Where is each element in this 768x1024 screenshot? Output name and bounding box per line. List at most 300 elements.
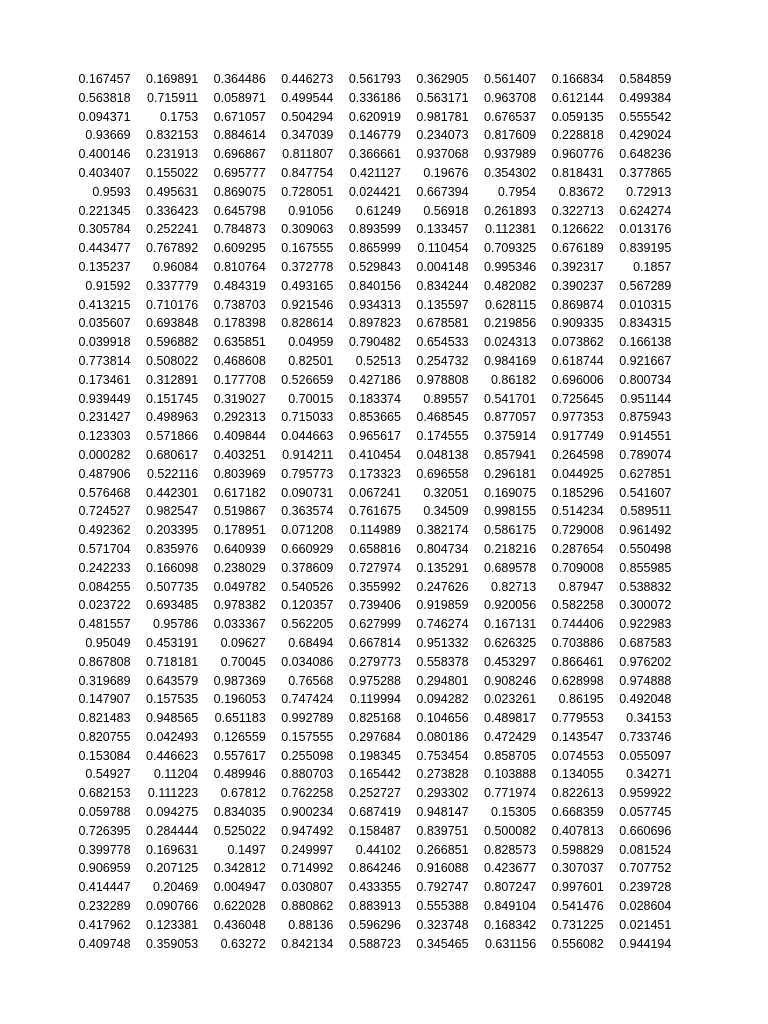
table-cell: 0.234073 — [416, 128, 469, 143]
table-cell: 0.839751 — [416, 823, 469, 838]
table-row — [66, 408, 674, 427]
table-cell: 0.884614 — [213, 128, 266, 143]
table-cell: 0.157555 — [281, 729, 334, 744]
table-cell: 0.596882 — [146, 335, 199, 350]
table-cell: 0.526659 — [281, 372, 334, 387]
table-cell: 0.960776 — [551, 147, 604, 162]
table-cell: 0.157535 — [146, 692, 199, 707]
table-cell: 0.620919 — [348, 109, 401, 124]
table-cell: 0.635851 — [213, 335, 266, 350]
table-cell: 0.877057 — [484, 410, 537, 425]
table-row — [66, 859, 674, 878]
table-cell: 0.252241 — [146, 222, 199, 237]
table-cell: 0.984169 — [484, 353, 537, 368]
table-cell: 0.238029 — [213, 560, 266, 575]
table-cell: 0.660929 — [281, 541, 334, 556]
table-cell: 0.345465 — [416, 936, 469, 951]
table-cell: 0.627999 — [348, 617, 401, 632]
table-cell: 0.660696 — [619, 823, 672, 838]
table-cell: 0.804734 — [416, 541, 469, 556]
table-cell: 0.049782 — [213, 579, 266, 594]
table-cell: 0.849104 — [484, 899, 537, 914]
table-cell: 0.296181 — [484, 466, 537, 481]
table-cell: 0.803969 — [213, 466, 266, 481]
number-grid-body — [66, 70, 674, 953]
table-cell: 0.522116 — [146, 466, 199, 481]
table-row — [66, 446, 674, 465]
number-grid — [66, 70, 674, 953]
table-cell: 0.166138 — [619, 335, 672, 350]
table-cell: 0.094282 — [416, 692, 469, 707]
table-cell: 0.336186 — [348, 90, 401, 105]
table-cell: 0.762258 — [281, 786, 334, 801]
table-row — [66, 484, 674, 503]
table-cell: 0.498963 — [146, 410, 199, 425]
table-cell: 0.70015 — [288, 391, 334, 406]
table-cell: 0.847754 — [281, 165, 334, 180]
table-cell: 0.561793 — [348, 72, 401, 86]
table-cell: 0.995346 — [484, 259, 537, 274]
table-cell: 0.024421 — [348, 184, 401, 199]
table-row — [66, 89, 674, 108]
table-cell: 0.588723 — [348, 936, 401, 951]
table-cell: 0.158487 — [348, 823, 401, 838]
table-cell: 0.695777 — [213, 165, 266, 180]
table-cell: 0.135237 — [78, 259, 131, 274]
table-cell: 0.135597 — [416, 297, 469, 312]
table-cell: 0.696558 — [416, 466, 469, 481]
table-cell: 0.166834 — [551, 72, 604, 86]
table-cell: 0.359053 — [146, 936, 199, 951]
table-cell: 0.20469 — [153, 880, 199, 895]
table-cell: 0.864246 — [348, 861, 401, 876]
table-cell: 0.110454 — [417, 241, 469, 256]
table-cell: 0.88136 — [288, 917, 334, 932]
table-cell: 0.640939 — [213, 541, 266, 556]
table-cell: 0.489946 — [213, 767, 266, 782]
table-cell: 0.731225 — [551, 917, 604, 932]
table-cell: 0.482082 — [484, 278, 537, 293]
table-cell: 0.612144 — [551, 90, 604, 105]
table-cell: 0.696006 — [551, 372, 604, 387]
table-cell: 0.921667 — [619, 353, 672, 368]
table-cell: 0.538832 — [619, 579, 672, 594]
table-cell: 0.024313 — [484, 335, 537, 350]
table-cell: 0.869075 — [213, 184, 266, 199]
table-cell: 0.489817 — [484, 711, 537, 726]
table-cell: 0.671057 — [213, 109, 266, 124]
table-cell: 0.312891 — [146, 372, 199, 387]
table-cell: 0.409844 — [213, 429, 266, 444]
table-cell: 0.080186 — [416, 729, 469, 744]
table-cell: 0.773814 — [78, 353, 131, 368]
table-cell: 0.628115 — [484, 297, 537, 312]
table-cell: 0.499384 — [619, 90, 672, 105]
table-cell: 0.167457 — [78, 72, 131, 86]
table-cell: 0.103888 — [484, 767, 537, 782]
table-cell: 0.676537 — [484, 109, 537, 124]
table-cell: 0.372778 — [281, 259, 334, 274]
table-row — [66, 747, 674, 766]
table-cell: 0.484319 — [213, 278, 266, 293]
table-cell: 0.287654 — [551, 541, 604, 556]
table-cell: 0.120357 — [281, 598, 334, 613]
table-cell: 0.724527 — [78, 504, 131, 519]
table-row — [66, 465, 674, 484]
table-row — [66, 145, 674, 164]
table-cell: 0.19676 — [423, 165, 469, 180]
table-cell: 0.834244 — [416, 278, 469, 293]
table-cell: 0.857941 — [484, 447, 537, 462]
table-cell: 0.135291 — [416, 560, 469, 575]
table-cell: 0.807247 — [484, 880, 537, 895]
table-cell: 0.468545 — [416, 410, 469, 425]
table-cell: 0.169075 — [484, 485, 537, 500]
table-cell: 0.906959 — [78, 861, 131, 876]
table-cell: 0.693485 — [146, 598, 199, 613]
table-cell: 0.495631 — [146, 184, 199, 199]
table-cell: 0.239728 — [619, 880, 672, 895]
table-cell: 0.87947 — [558, 579, 604, 594]
table-cell: 0.562205 — [281, 617, 334, 632]
table-cell: 0.410454 — [348, 447, 401, 462]
table-cell: 0.89557 — [423, 391, 469, 406]
table-cell: 0.96084 — [153, 259, 199, 274]
table-cell: 0.86195 — [558, 692, 604, 707]
table-cell: 0.951144 — [620, 391, 672, 406]
table-cell: 0.584859 — [619, 72, 672, 86]
table-cell: 0.883913 — [348, 899, 401, 914]
table-cell: 0.442301 — [146, 485, 199, 500]
table-cell: 0.726395 — [78, 823, 131, 838]
table-cell: 0.355992 — [348, 579, 401, 594]
table-cell: 0.074553 — [551, 748, 604, 763]
table-cell: 0.790482 — [348, 335, 401, 350]
table-row — [66, 559, 674, 578]
table-cell: 0.112381 — [484, 222, 537, 237]
table-cell: 0.738703 — [213, 297, 266, 312]
table-cell: 0.392317 — [551, 259, 604, 274]
table-cell: 0.297684 — [348, 729, 401, 744]
table-cell: 0.828573 — [484, 842, 537, 857]
table-cell: 0.978382 — [213, 598, 266, 613]
table-cell: 0.937989 — [484, 147, 537, 162]
table-cell: 0.44102 — [355, 842, 401, 857]
table-cell: 0.090731 — [281, 485, 334, 500]
table-cell: 0.255098 — [281, 748, 334, 763]
table-cell: 0.507735 — [146, 579, 199, 594]
table-row — [66, 822, 674, 841]
table-cell: 0.678581 — [416, 316, 469, 331]
table-cell: 0.104656 — [416, 711, 469, 726]
table-cell: 0.761675 — [348, 504, 401, 519]
table-cell: 0.63272 — [220, 936, 266, 951]
table-cell: 0.820755 — [78, 729, 131, 744]
table-cell: 0.446623 — [146, 748, 199, 763]
table-cell: 0.779553 — [551, 711, 604, 726]
table-cell: 0.443477 — [78, 241, 131, 256]
table-cell: 0.167555 — [281, 241, 334, 256]
table-cell: 0.82501 — [288, 353, 334, 368]
table-cell: 0.709008 — [551, 560, 604, 575]
table-cell: 0.645798 — [213, 203, 266, 218]
table-cell: 0.153084 — [78, 748, 131, 763]
table-cell: 0.835976 — [146, 541, 199, 556]
table-cell: 0.789074 — [619, 447, 672, 462]
table-row — [66, 314, 674, 333]
table-cell: 0.576468 — [78, 485, 131, 500]
table-cell: 0.56918 — [423, 203, 469, 218]
table-cell: 0.168342 — [484, 917, 537, 932]
table-cell: 0.342812 — [213, 861, 266, 876]
table-cell: 0.744406 — [551, 617, 604, 632]
table-cell: 0.219856 — [484, 316, 537, 331]
table-cell: 0.492362 — [78, 523, 131, 538]
table-cell: 0.247626 — [416, 579, 469, 594]
table-cell: 0.687419 — [348, 805, 401, 820]
table-cell: 0.668359 — [551, 805, 604, 820]
table-cell: 0.651183 — [214, 711, 266, 726]
table-cell: 0.987369 — [213, 673, 266, 688]
table-cell: 0.696867 — [213, 147, 266, 162]
table-cell: 0.362905 — [416, 72, 469, 86]
table-row — [66, 220, 674, 239]
table-cell: 0.982547 — [146, 504, 199, 519]
table-cell: 0.134055 — [551, 767, 604, 782]
table-cell: 0.169891 — [146, 72, 199, 86]
table-cell: 0.399778 — [78, 842, 131, 857]
table-cell: 0.746274 — [416, 617, 469, 632]
table-cell: 0.897823 — [348, 316, 401, 331]
table-cell: 0.433355 — [348, 880, 401, 895]
table-cell: 0.834315 — [619, 316, 672, 331]
table-cell: 0.414447 — [78, 880, 131, 895]
table-cell: 0.622028 — [213, 899, 266, 914]
table-row — [66, 709, 674, 728]
table-cell: 0.057745 — [619, 805, 672, 820]
table-cell: 0.429024 — [619, 128, 672, 143]
table-cell: 0.042493 — [146, 729, 199, 744]
table-cell: 0.183374 — [348, 391, 401, 406]
table-cell: 0.727974 — [348, 560, 401, 575]
table-cell: 0.992789 — [281, 711, 334, 726]
table-cell: 0.126559 — [213, 729, 266, 744]
table-cell: 0.72913 — [626, 184, 672, 199]
table-cell: 0.951332 — [416, 635, 469, 650]
table-cell: 0.82713 — [490, 579, 537, 594]
table-cell: 0.004148 — [416, 259, 469, 274]
table-row — [66, 728, 674, 747]
table-cell: 0.922983 — [619, 617, 672, 632]
table-cell: 0.529843 — [348, 259, 401, 274]
table-cell: 0.468608 — [213, 353, 266, 368]
table-cell: 0.090766 — [146, 899, 199, 914]
table-cell: 0.842134 — [281, 936, 334, 951]
table-cell: 0.030807 — [281, 880, 334, 895]
table-row — [66, 672, 674, 691]
table-row — [66, 841, 674, 860]
table-cell: 0.747424 — [281, 692, 334, 707]
table-cell: 0.571704 — [78, 541, 131, 556]
table-cell: 0.094371 — [78, 109, 131, 124]
table-cell: 0.900234 — [281, 805, 334, 820]
table-cell: 0.858705 — [484, 748, 537, 763]
table-row — [66, 164, 674, 183]
table-cell: 0.413215 — [78, 297, 131, 312]
table-cell: 0.811807 — [282, 147, 334, 162]
table-cell: 0.828614 — [281, 316, 334, 331]
table-cell: 0.91592 — [85, 278, 131, 293]
table-cell: 0.173461 — [78, 372, 131, 387]
table-cell: 0.390237 — [551, 278, 604, 293]
table-cell: 0.916088 — [416, 861, 469, 876]
table-cell: 0.09627 — [220, 635, 266, 650]
table-cell: 0.221345 — [78, 203, 131, 218]
table-cell: 0.867808 — [78, 654, 131, 669]
table-cell: 0.323748 — [416, 917, 469, 932]
table-cell: 0.975288 — [348, 673, 401, 688]
table-cell: 0.279773 — [348, 654, 401, 669]
table-cell: 0.654533 — [416, 335, 469, 350]
table-cell: 0.185296 — [551, 485, 604, 500]
table-cell: 0.596296 — [348, 917, 401, 932]
table-cell: 0.035607 — [78, 316, 131, 331]
table-cell: 0.937068 — [416, 147, 469, 162]
table-cell: 0.963708 — [484, 90, 537, 105]
table-cell: 0.165442 — [348, 767, 401, 782]
table-cell: 0.561407 — [484, 72, 537, 86]
table-row — [66, 70, 674, 89]
table-cell: 0.715033 — [281, 410, 334, 425]
table-cell: 0.004947 — [213, 880, 266, 895]
table-cell: 0.52513 — [355, 353, 401, 368]
table-row — [66, 784, 674, 803]
table-cell: 0.784873 — [213, 222, 266, 237]
table-cell: 0.707752 — [619, 861, 672, 876]
table-cell: 0.071208 — [281, 523, 334, 538]
table-cell: 0.818431 — [551, 165, 604, 180]
table-row — [66, 296, 674, 315]
table-row — [66, 596, 674, 615]
table-cell: 0.648236 — [619, 147, 672, 162]
table-cell: 0.1857 — [633, 259, 672, 274]
table-cell: 0.059135 — [551, 109, 604, 124]
table-cell: 0.403407 — [78, 165, 131, 180]
table-cell: 0.178398 — [213, 316, 266, 331]
table-cell: 0.667394 — [416, 184, 469, 199]
table-cell: 0.7954 — [497, 184, 537, 199]
table-cell: 0.055097 — [619, 748, 672, 763]
table-cell: 0.266851 — [416, 842, 469, 857]
table-cell: 0.839195 — [619, 241, 672, 256]
table-cell: 0.292313 — [213, 410, 266, 425]
table-cell: 0.423677 — [484, 861, 537, 876]
table-cell: 0.249997 — [281, 842, 334, 857]
table-cell: 0.300072 — [619, 598, 672, 613]
table-cell: 0.714992 — [281, 861, 334, 876]
table-cell: 0.617182 — [213, 485, 266, 500]
table-cell: 0.453191 — [146, 635, 199, 650]
table-cell: 0.492048 — [619, 692, 672, 707]
table-cell: 0.822613 — [551, 786, 604, 801]
table-cell: 0.689578 — [484, 560, 537, 575]
table-cell: 0.472429 — [484, 729, 537, 744]
table-cell: 0.563818 — [78, 90, 131, 105]
table-cell: 0.319027 — [213, 391, 266, 406]
table-cell: 0.273828 — [416, 767, 469, 782]
table-cell: 0.363574 — [281, 504, 334, 519]
table-cell: 0.010315 — [619, 297, 672, 312]
table-cell: 0.998155 — [484, 504, 537, 519]
table-cell: 0.436048 — [213, 917, 266, 932]
table-cell: 0.322713 — [551, 203, 604, 218]
table-row — [66, 277, 674, 296]
table-cell: 0.11204 — [153, 767, 199, 782]
table-cell: 0.832153 — [146, 128, 199, 143]
table-cell: 0.959922 — [619, 786, 672, 801]
table-cell: 0.354302 — [484, 165, 537, 180]
table-row — [66, 578, 674, 597]
table-cell: 0.231913 — [146, 147, 199, 162]
table-cell: 0.403251 — [213, 447, 266, 462]
table-cell: 0.598829 — [551, 842, 604, 857]
table-cell: 0.556082 — [551, 936, 604, 951]
table-cell: 0.337779 — [146, 278, 199, 293]
table-cell: 0.155022 — [146, 165, 199, 180]
table-cell: 0.377865 — [619, 165, 672, 180]
table-cell: 0.739406 — [348, 598, 401, 613]
table-cell: 0.795773 — [281, 466, 334, 481]
table-cell: 0.626325 — [484, 635, 537, 650]
table-cell: 0.146779 — [348, 128, 401, 143]
table-cell: 0.366661 — [348, 147, 401, 162]
table-cell: 0.541476 — [551, 899, 604, 914]
table-cell: 0.487906 — [78, 466, 131, 481]
table-cell: 0.143547 — [551, 729, 604, 744]
table-cell: 0.207125 — [146, 861, 199, 876]
table-cell: 0.048138 — [416, 447, 469, 462]
table-cell: 0.693848 — [146, 316, 199, 331]
table-cell: 0.094275 — [146, 805, 199, 820]
table-cell: 0.034086 — [281, 654, 334, 669]
table-cell: 0.427186 — [348, 372, 401, 387]
table-cell: 0.151745 — [146, 391, 199, 406]
table-cell: 0.232289 — [78, 899, 131, 914]
table-cell: 0.687583 — [619, 635, 672, 650]
table-cell: 0.400146 — [78, 147, 131, 162]
table-cell: 0.231427 — [78, 410, 131, 425]
table-cell: 0.421127 — [349, 165, 401, 180]
table-cell: 0.825168 — [348, 711, 401, 726]
table-cell: 0.167131 — [484, 617, 537, 632]
table-cell: 0.174555 — [416, 429, 469, 444]
table-cell: 0.865999 — [348, 241, 401, 256]
table-cell: 0.753454 — [416, 748, 469, 763]
table-cell: 0.504294 — [281, 109, 334, 124]
table-cell: 0.609295 — [213, 241, 266, 256]
table-row — [66, 183, 674, 202]
table-cell: 0.981781 — [416, 109, 469, 124]
table-cell: 0.589511 — [620, 504, 672, 519]
table-cell: 0.525022 — [213, 823, 266, 838]
table-cell: 0.309063 — [281, 222, 334, 237]
table-cell: 0.810764 — [213, 259, 266, 274]
table-cell: 0.453297 — [484, 654, 537, 669]
table-cell: 0.407813 — [551, 823, 604, 838]
table-cell: 0.499544 — [281, 90, 334, 105]
table-cell: 0.084255 — [78, 579, 131, 594]
table-cell: 0.044663 — [281, 429, 334, 444]
